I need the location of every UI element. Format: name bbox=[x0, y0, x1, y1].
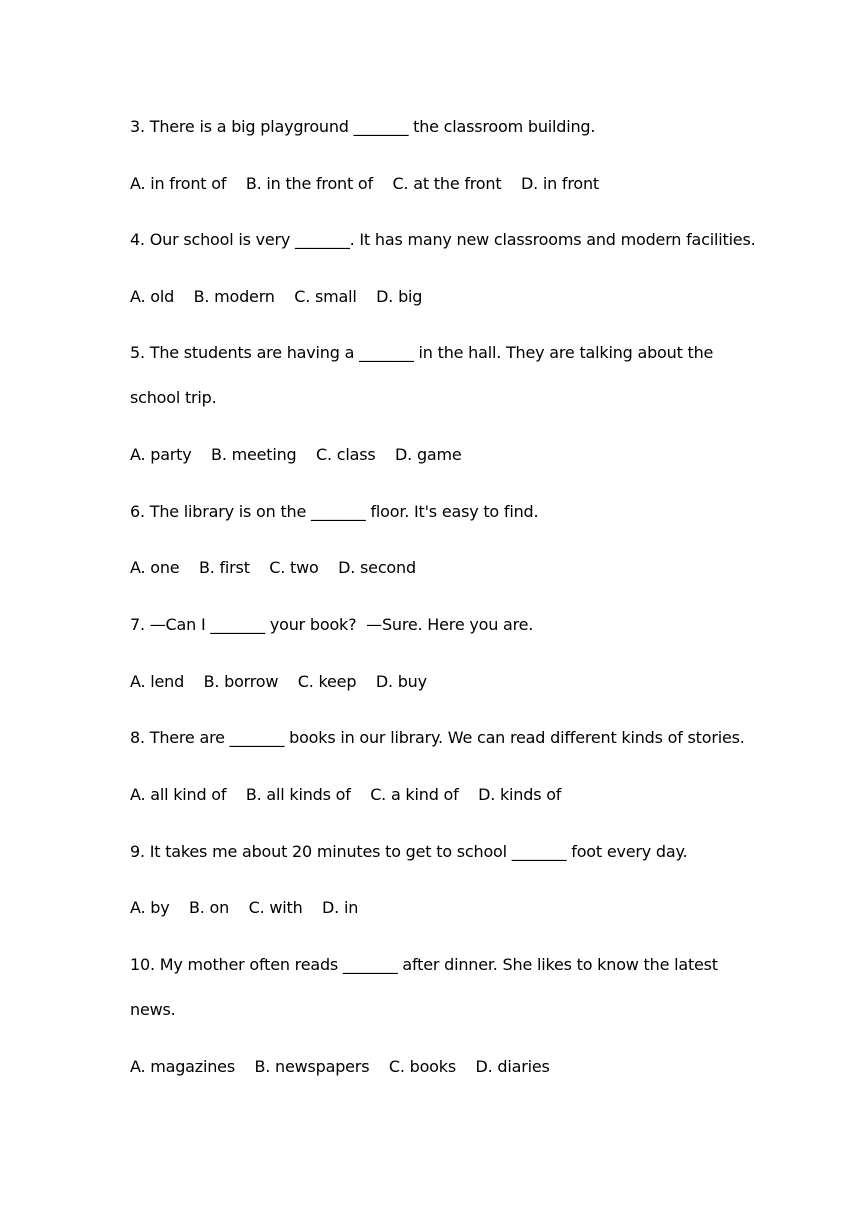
question-4-stem: 4. Our school is very _______. It has many new classrooms and modern facilities. bbox=[130, 230, 756, 249]
question-8-options: A. all kind of B. all kinds of C. a kind of D. kinds of bbox=[130, 785, 562, 804]
question-5-stem-line-1: 5. The students are having a _______ in the hall. They are talking about the bbox=[130, 343, 714, 362]
question-7-options: A. lend B. borrow C. keep D. buy bbox=[130, 672, 427, 691]
question-10-stem-line-2: news. bbox=[130, 1000, 176, 1019]
question-3-options: A. in front of B. in the front of C. at the front D. in front bbox=[130, 174, 599, 193]
question-10-options: A. magazines B. newspapers C. books D. diaries bbox=[130, 1057, 550, 1076]
question-6-options: A. one B. first C. two D. second bbox=[130, 558, 416, 577]
question-5-stem-line-2: school trip. bbox=[130, 388, 217, 407]
question-9-stem: 9. It takes me about 20 minutes to get to school _______ foot every day. bbox=[130, 842, 688, 861]
question-6-stem: 6. The library is on the _______ floor. It's easy to find. bbox=[130, 502, 539, 521]
question-7-stem: 7. —Can I _______ your book? —Sure. Here you are. bbox=[130, 615, 534, 634]
question-8-stem: 8. There are _______ books in our library. We can read different kinds of stories. bbox=[130, 728, 745, 747]
question-5-options: A. party B. meeting C. class D. game bbox=[130, 445, 462, 464]
question-4-options: A. old B. modern C. small D. big bbox=[130, 287, 423, 306]
question-9-options: A. by B. on C. with D. in bbox=[130, 898, 359, 917]
question-10-stem-line-1: 10. My mother often reads _______ after dinner. She likes to know the latest bbox=[130, 955, 718, 974]
question-3-stem: 3. There is a big playground _______ the classroom building. bbox=[130, 117, 596, 136]
